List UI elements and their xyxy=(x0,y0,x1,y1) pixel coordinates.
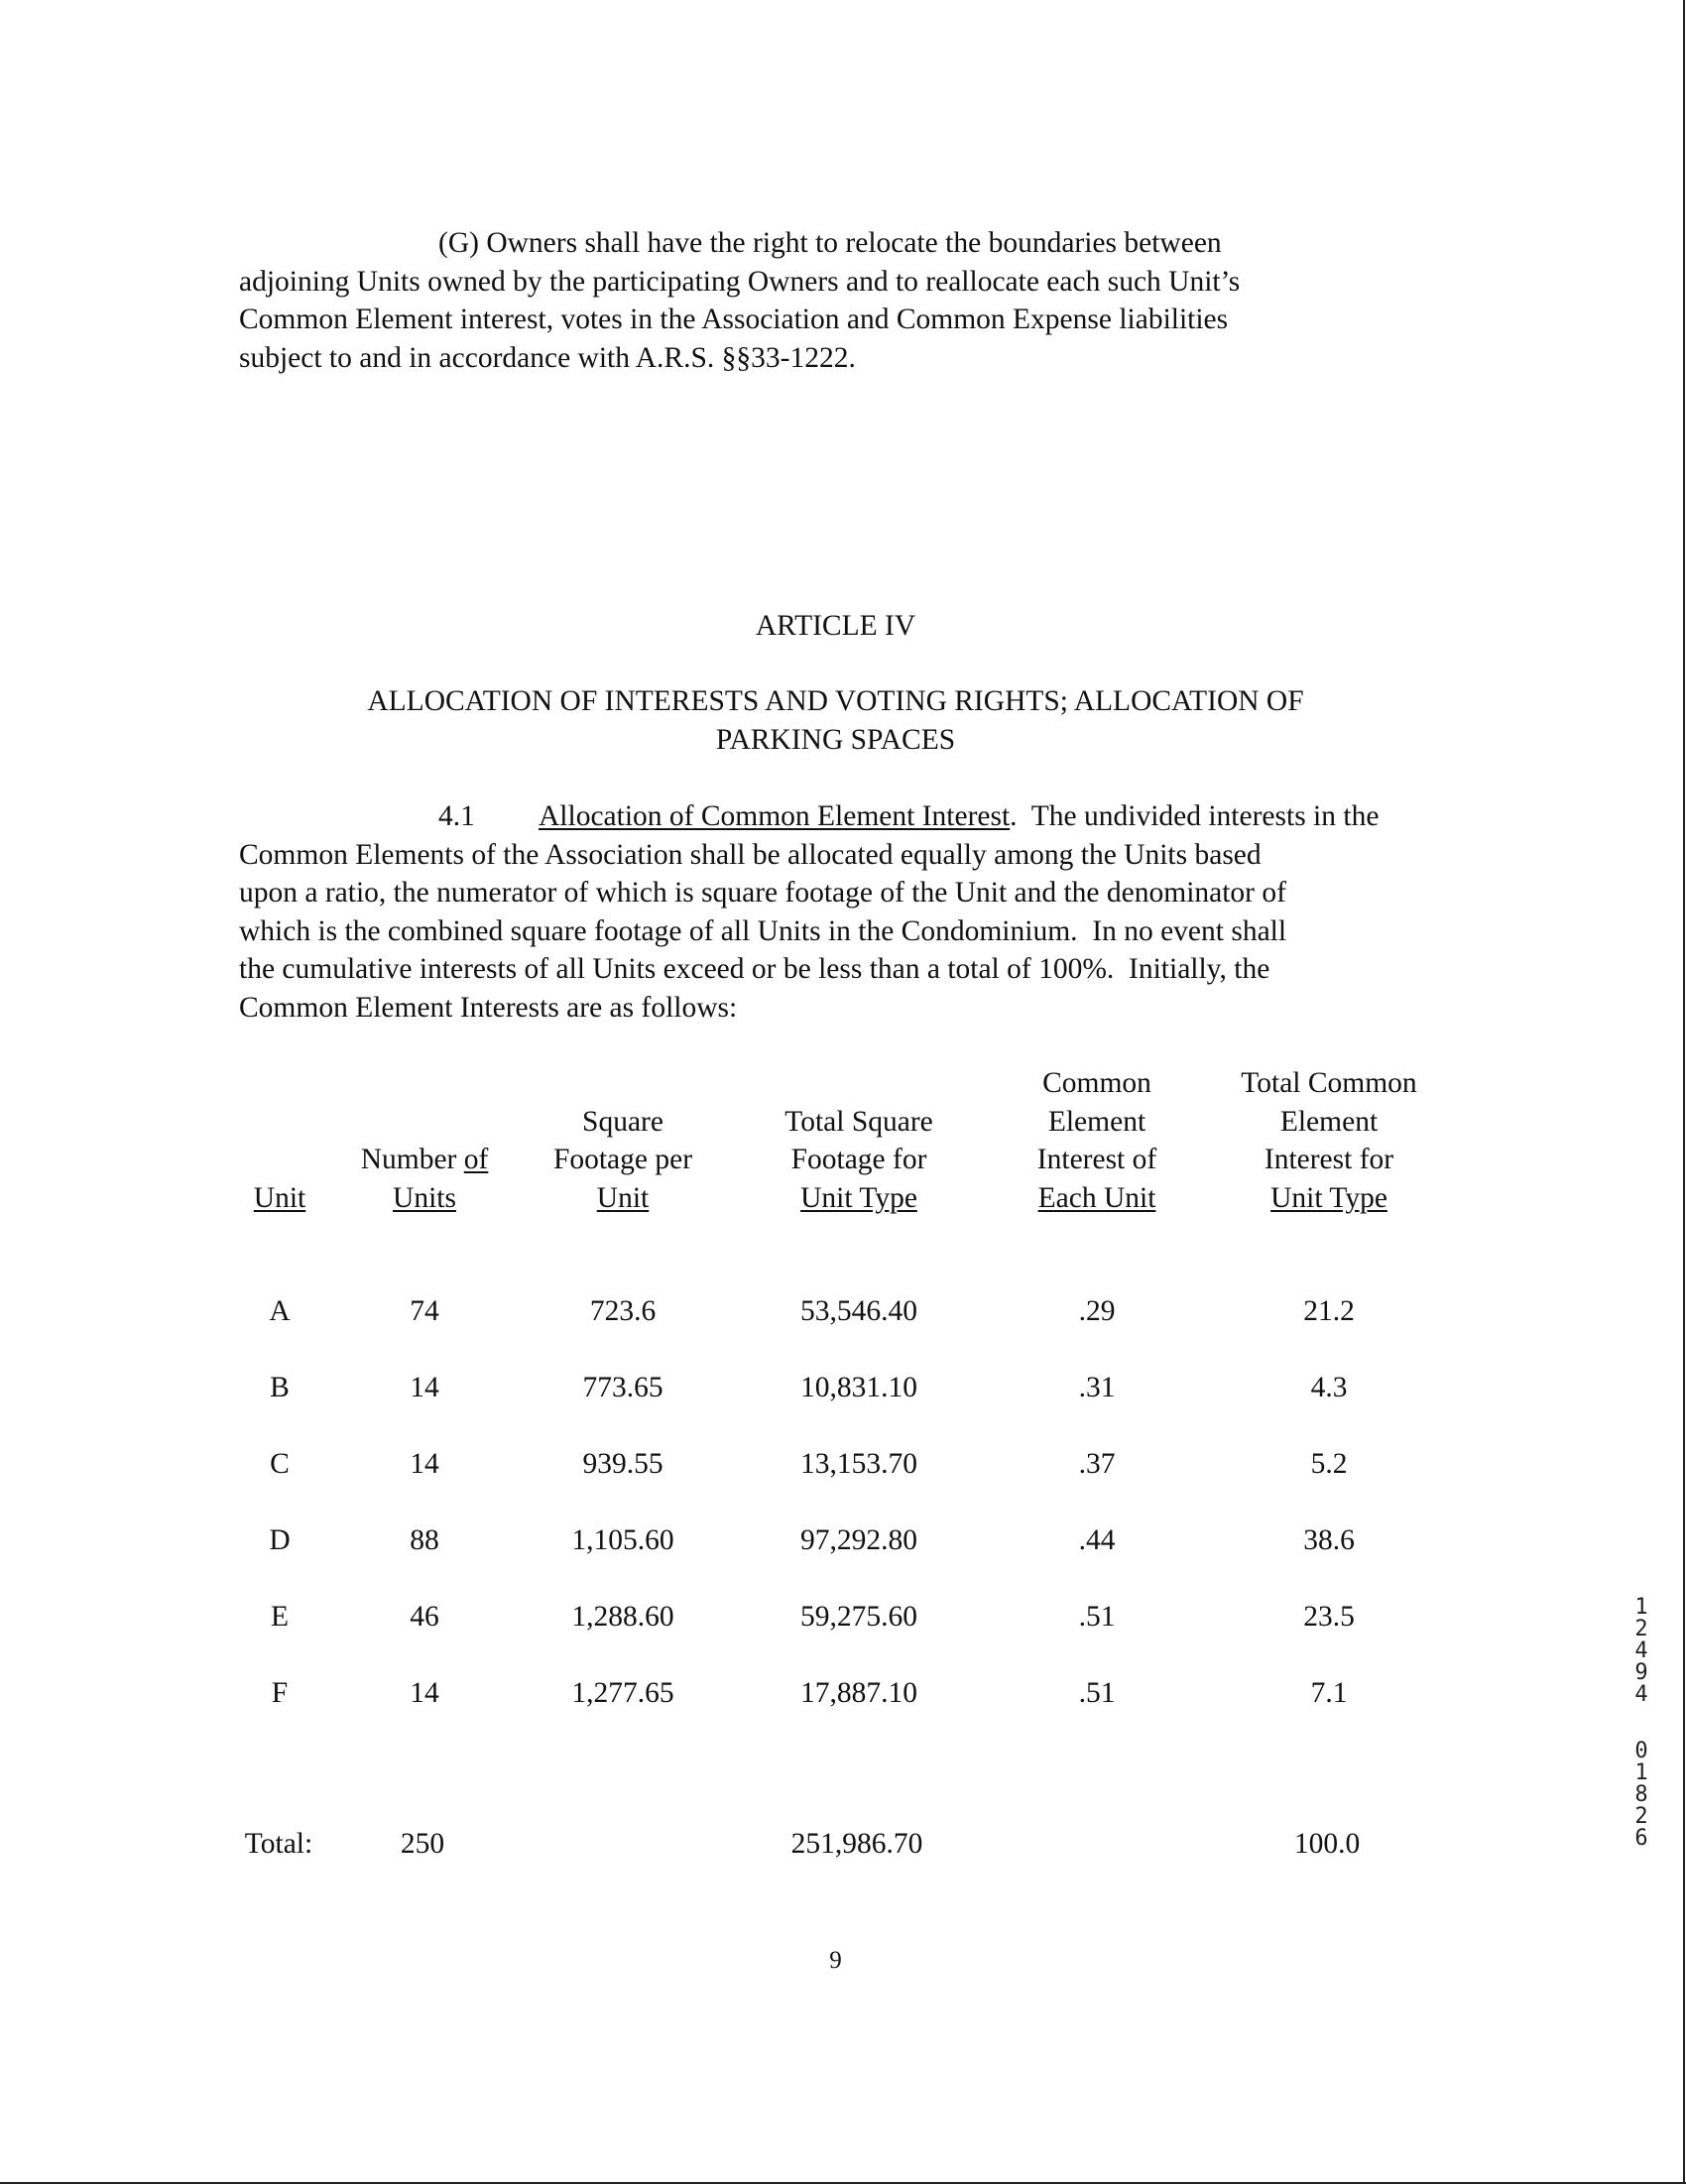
column-header-line: Square xyxy=(582,1105,663,1138)
stamp-digit: 4 xyxy=(1634,1638,1648,1663)
table-cell: 13,153.70 xyxy=(800,1448,917,1480)
table-cell: 1,105.60 xyxy=(571,1524,674,1556)
table-cell: .51 xyxy=(1078,1601,1116,1633)
article-number: ARTICLE IV xyxy=(755,610,916,642)
column-header-line: Unit xyxy=(596,1181,650,1214)
paragraph-line: Common Elements of the Association shall be allocated equally among the Units based xyxy=(239,838,1262,871)
column-header xyxy=(1210,1064,1448,1217)
paragraph-line: the cumulative interests of all Units exceed or be less than a total of 100%. Initially, the xyxy=(239,953,1270,986)
section-first-line: . The undivided interests in the xyxy=(1010,800,1380,832)
column-header xyxy=(504,1064,742,1217)
article-title-line: PARKING SPACES xyxy=(715,723,956,756)
column-header-line: Footage per xyxy=(552,1144,693,1176)
table-cell: 14 xyxy=(410,1372,439,1403)
page-edge-rule xyxy=(1683,0,1685,2184)
table-cell: 4.3 xyxy=(1310,1372,1348,1403)
table-cell: 53,546.40 xyxy=(800,1295,917,1327)
column-header-line: Element xyxy=(1279,1105,1379,1138)
table-cell: .51 xyxy=(1078,1677,1116,1709)
table-cell: 723.6 xyxy=(589,1295,657,1327)
table-cell: .29 xyxy=(1078,1295,1116,1327)
section-heading: Allocation of Common Element Interest xyxy=(539,800,1011,832)
column-header-line: Common xyxy=(1042,1067,1151,1099)
stamp-digit: 1 xyxy=(1634,1595,1648,1620)
table-cell: 14 xyxy=(410,1448,439,1480)
stamp-digit: 4 xyxy=(1634,1682,1648,1707)
paragraph-line: adjoining Units owned by the participating Owners and to reallocate each such Unit’s xyxy=(239,265,1241,298)
table-cell: .44 xyxy=(1078,1524,1116,1556)
table-cell: 939.55 xyxy=(582,1448,663,1480)
section-number: 4.1 xyxy=(438,800,475,832)
table-cell: 10,831.10 xyxy=(800,1372,917,1403)
paragraph-line: Common Element Interests are as follows: xyxy=(239,991,738,1024)
table-cell: A xyxy=(269,1295,291,1327)
column-header-line: Unit xyxy=(253,1181,306,1214)
paragraph-g xyxy=(239,224,1240,377)
table-cell: 88 xyxy=(410,1524,439,1556)
column-header xyxy=(740,1064,978,1217)
total-cell: 251,986.70 xyxy=(790,1828,923,1860)
table-cell: D xyxy=(269,1524,291,1556)
column-header-line: Total Common xyxy=(1241,1067,1417,1099)
column-header-line: Units xyxy=(393,1181,456,1214)
side-stamp-group-2 xyxy=(1626,1741,1656,1850)
column-header-line: Footage for xyxy=(790,1144,927,1176)
paragraph-line: subject to and in accordance with A.R.S. §§33-1222. xyxy=(239,341,856,374)
stamp-digit: 0 xyxy=(1634,1739,1648,1763)
table-cell: 5.2 xyxy=(1310,1448,1348,1480)
table-cell: 17,887.10 xyxy=(800,1677,917,1709)
article-title-line: ALLOCATION OF INTERESTS AND VOTING RIGHTS; ALLOCATION OF xyxy=(367,685,1304,717)
article-title xyxy=(0,682,1671,759)
stamp-digit: 8 xyxy=(1634,1782,1648,1807)
paragraph-line: (G) Owners shall have the right to relocate the boundaries between xyxy=(438,227,1222,259)
column-header xyxy=(978,1064,1216,1217)
table-cell: .37 xyxy=(1078,1448,1116,1480)
table-cell: F xyxy=(271,1677,289,1709)
total-cell: 250 xyxy=(400,1828,445,1860)
side-stamp-group-1 xyxy=(1626,1597,1656,1706)
table-cell: .31 xyxy=(1078,1372,1116,1403)
page-number: 9 xyxy=(829,1947,842,1974)
table-cell: 74 xyxy=(410,1295,439,1327)
column-header-line: Unit Type xyxy=(800,1181,917,1214)
table-cell: 21.2 xyxy=(1303,1295,1355,1327)
stamp-digit: 2 xyxy=(1634,1804,1648,1829)
table-cell: C xyxy=(270,1448,290,1480)
column-header-line: Total Square xyxy=(784,1105,933,1138)
column-header-line: Interest for xyxy=(1264,1144,1394,1176)
section-4-1 xyxy=(239,797,1379,1028)
paragraph-line: Common Element interest, votes in the Association and Common Expense liabilities xyxy=(239,303,1229,336)
table-cell: B xyxy=(270,1372,290,1403)
column-header-line: Each Unit xyxy=(1037,1181,1156,1214)
stamp-digit: 9 xyxy=(1634,1660,1648,1685)
table-cell: 59,275.60 xyxy=(800,1601,917,1633)
table-cell: 14 xyxy=(410,1677,439,1709)
table-cell: 1,288.60 xyxy=(571,1601,674,1633)
table-cell: 38.6 xyxy=(1303,1524,1355,1556)
stamp-digit: 1 xyxy=(1634,1760,1648,1785)
table-cell: 1,277.65 xyxy=(571,1677,674,1709)
table-cell: E xyxy=(270,1601,290,1633)
paragraph-line: upon a ratio, the numerator of which is square footage of the Unit and the denominator of xyxy=(239,877,1286,910)
table-cell: 7.1 xyxy=(1310,1677,1348,1709)
paragraph-line: which is the combined square footage of all Units in the Condominium. In no event shall xyxy=(239,914,1287,947)
column-header-line: Interest of xyxy=(1036,1144,1157,1176)
column-header-line: Element xyxy=(1047,1105,1146,1138)
table-cell: 23.5 xyxy=(1303,1601,1355,1633)
stamp-digit: 6 xyxy=(1634,1826,1648,1851)
total-cell: 100.0 xyxy=(1293,1828,1361,1860)
table-cell: 46 xyxy=(410,1601,439,1633)
column-header-line: Unit Type xyxy=(1270,1181,1387,1214)
stamp-digit: 2 xyxy=(1634,1617,1648,1641)
total-label: Total: xyxy=(244,1828,313,1860)
table-cell: 97,292.80 xyxy=(800,1524,917,1556)
column-header-line: Number of xyxy=(360,1144,489,1176)
table-cell: 773.65 xyxy=(582,1372,663,1403)
